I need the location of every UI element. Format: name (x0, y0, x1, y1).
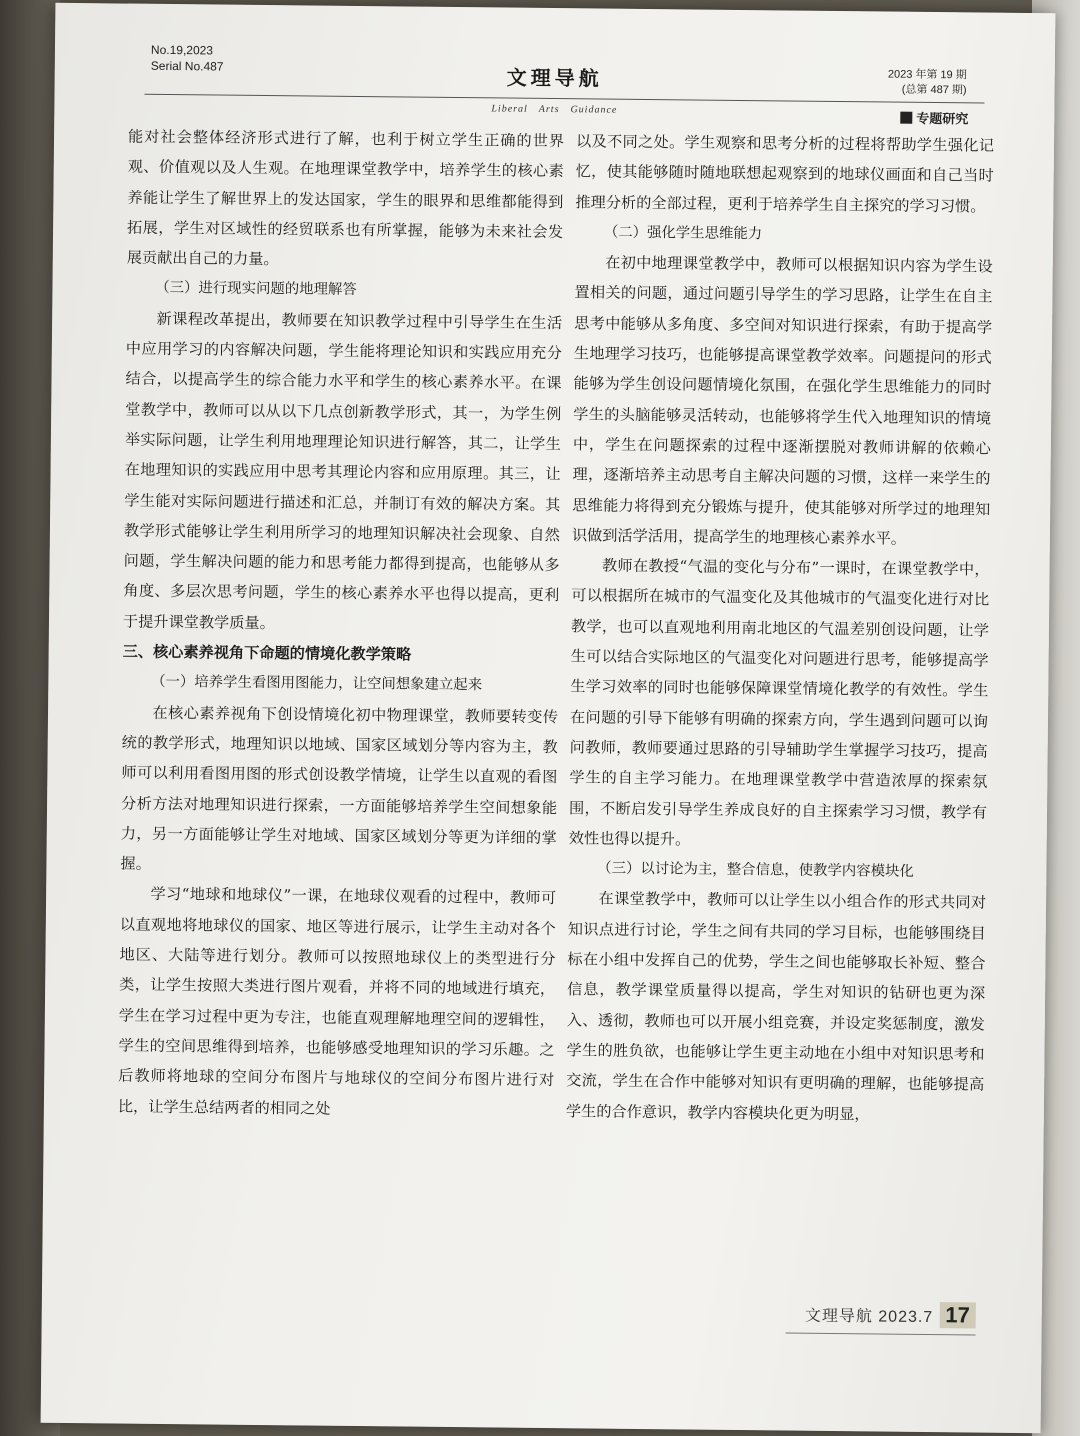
serial-cn: (总第 487 期) (901, 83, 967, 97)
journal-page (41, 3, 1056, 1433)
masthead-title: 文理导航 (506, 65, 603, 91)
header-issue-cn (888, 68, 967, 99)
right-column (566, 126, 994, 1130)
paragraph: 在核心素养视角下创设情境化初中物理课堂，教师要转变传统的教学形式，地理知识以地域、国家区域划分等内容为主，教师可以利用看图用图的形式创设教学情境，让学生以直观的看图分析方法对地理知识进行探索，一方面能够培养学生空间想象能力，另一方面能够让学生对地域、国家区域划分等更为详细的掌握。 (120, 703, 559, 873)
page-footer (805, 1301, 976, 1329)
paragraph: 能对社会整体经济形式进行了解，也利于树立学生正确的世界观、价值观以及人生观。在地理课堂教学中，培养学生的核心素养能让学生了解世界上的发达国家，学生的眼界和思维都能得到拓展，学生对区域性的经贸联系也有所掌握，能够为未来社会发展贡献出自己的力量。 (126, 127, 565, 269)
square-bullet-icon (900, 111, 912, 123)
subheading: （二）强化学生思维能力 (603, 224, 763, 243)
footer-divider (786, 1333, 976, 1336)
issue-number: No.19,2023 (150, 42, 214, 58)
issue-cn: 2023 年第 19 期 (887, 68, 967, 82)
section-label: 专题研究 (916, 111, 969, 128)
section-heading: 三、核心素养视角下命题的情境化教学策略 (122, 642, 412, 664)
page-number: 17 (939, 1302, 976, 1328)
subheading: （三）进行现实问题的地理解答 (155, 280, 357, 299)
section-tag (900, 108, 968, 128)
serial-number: Serial No.487 (150, 58, 224, 74)
footer-journal: 文理导航 2023.7 (804, 1307, 934, 1326)
masthead-subtitle: Liberal Arts Guidance (491, 103, 618, 116)
paragraph: 学习“地球和地球仪”一课，在地球仪观看的过程中，教师可以直观地将地球仪的国家、地区等进行展示，让学生主动对各个地区、大陆等进行划分。教师可以按照地球仪上的类型进行分类，让学生按照大类进行图片观看，并将不同的地域进行填充，学生在学习过程中更为专注，也能直观理解地理空间的逻辑性，学生的空间思维得到培养，也能够感受地理知识的学习乐趣。之后教师将地球的空间分布图片与地球仪的空间分布图片进行对比，让学生总结两者的相同之处 (117, 885, 557, 1118)
paragraph: 在初中地理课堂教学中，教师可以根据知识内容为学生设置相关的问题，通过问题引导学生的学习思路，让学生在自主思考中能够从多角度、多空间对知识进行探索，有助于提高学生地理学习技巧，也能够提高课堂教学效率。问题提问的形式能够为学生创设问题情境化氛围，在强化学生思维能力的同时学生的头脑能够灵活转动，也能够将学生代入地理知识的情境中，学生在问题探索的过程中逐渐摆脱对教师讲解的依赖心理，逐渐培养主动思考自主解决问题的习惯，这样一来学生的思维能力将得到充分锻炼与提升，使其能够对所学过的地理知识做到活学活用，提高学生的地理核心素养水平。 (571, 253, 993, 548)
subheading: （三）以讨论为主，整合信息，使教学内容模块化 (597, 860, 914, 880)
paragraph: 教师在教授“气温的变化与分布”一课时，在课堂教学中，可以根据所在城市的气温变化及其他城市的气温变化进行对比教学，也可以直观地利用南北地区的气温差别创设问题，让学生可以结合实际地区的气温变化对问题进行思考，能够提高学生学习效率的同时也能够保障课堂情境化教学的有效性。学生在问题的引导下能够有明确的探索方向，学生遇到问题可以询问教师，教师要通过思路的引导辅助学生掌握学习技巧，提高学生的自主学习能力。在地理课堂教学中营造浓厚的探索氛围，不断启发引导学生养成良好的自主探索学习习惯，教学有效性也得以提升。 (568, 556, 990, 849)
left-column (118, 122, 564, 1126)
paragraph: 以及不同之处。学生观察和思考分析的过程将帮助学生强化记忆，使其能够随时随地联想起观察到的地球仪画面和自己当时推理分析的全部过程，更利于培养学生自主探究的学习习惯。 (575, 132, 995, 216)
paragraph: 在课堂教学中，教师可以让学生以小组合作的形式共同对知识点进行讨论，学生之间有共同的学习目标，也能够围绕目标在小组中发挥自己的优势，学生之间也能够取长补短、整合信息，教学课堂质量得以提高，学生对知识的钻研也更为深入、透彻，教师也可以开展小组竞赛，并设定奖惩制度，激发学生的胜负欲，也能够让学生更主动地在小组中对知识思考和交流，学生在合作中能够对知识有更明确的理解，也能够提高学生的合作意识，教学内容模块化更为明显， (565, 889, 987, 1123)
paragraph: 新课程改革提出，教师要在知识教学过程中引导学生在生活中应用学习的内容解决问题，学生能将理论知识和实践应用充分结合，以提高学生的综合能力水平和学生的核心素养水平。在课堂教学中，教师可以从以下几点创新教学形式，其一，为学生例举实际问题，让学生利用地理理论知识进行解答，其二，让学生在地理知识的实践应用中思考其理论内容和应用原理。其三，让学生能对实际问题进行描述和汇总，并制订有效的解决方案。其教学形式能够让学生利用所学习的地理知识解决社会现象、自然问题，学生解决问题的能力和思考能力都得到提高，也能够从多角度、多层次思考问题，学生的核心素养水平也得以提高，更利于提升课堂教学质量。 (122, 309, 563, 632)
subheading: （一）培养学生看图用图能力，让空间想象建立起来 (151, 674, 483, 694)
